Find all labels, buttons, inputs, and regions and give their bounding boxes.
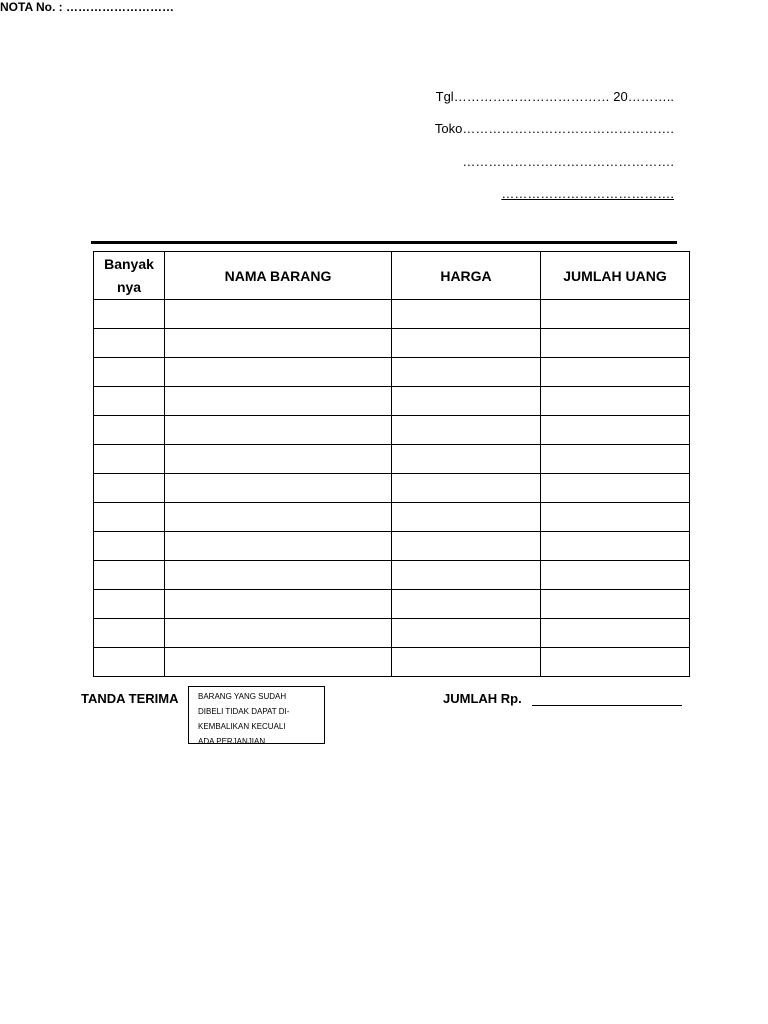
amount-cell[interactable] <box>541 648 690 677</box>
amount-cell[interactable] <box>541 474 690 503</box>
notice-line: BARANG YANG SUDAH <box>198 692 287 701</box>
price-cell[interactable] <box>392 503 541 532</box>
quantity-cell[interactable] <box>94 300 165 329</box>
item-name-cell[interactable] <box>165 648 392 677</box>
amount-cell[interactable] <box>541 532 690 561</box>
table-row <box>94 300 690 329</box>
address-line-1: …………………………………………. <box>462 154 674 169</box>
amount-cell[interactable] <box>541 561 690 590</box>
table-row <box>94 445 690 474</box>
price-cell[interactable] <box>392 329 541 358</box>
table-header-row <box>94 252 690 300</box>
date-field: Tgl……………………………… 20……….. <box>435 89 674 104</box>
store-field: Toko…………………………………………. <box>434 121 674 136</box>
table-row <box>94 590 690 619</box>
item-name-cell[interactable] <box>165 329 392 358</box>
table-row <box>94 474 690 503</box>
item-name-cell[interactable] <box>165 619 392 648</box>
amount-cell[interactable] <box>541 503 690 532</box>
price-cell[interactable] <box>392 532 541 561</box>
table-row <box>94 532 690 561</box>
quantity-cell[interactable] <box>94 416 165 445</box>
price-cell[interactable] <box>392 416 541 445</box>
amount-cell[interactable] <box>541 329 690 358</box>
price-cell[interactable] <box>392 445 541 474</box>
price-cell[interactable] <box>392 619 541 648</box>
quantity-cell[interactable] <box>94 474 165 503</box>
quantity-cell[interactable] <box>94 445 165 474</box>
quantity-cell[interactable] <box>94 532 165 561</box>
total-label: JUMLAH Rp. <box>443 691 522 706</box>
quantity-cell[interactable] <box>94 648 165 677</box>
column-header-amount: JUMLAH UANG <box>541 252 690 300</box>
table-row <box>94 387 690 416</box>
quantity-cell[interactable] <box>94 590 165 619</box>
price-cell[interactable] <box>392 387 541 416</box>
column-header-quantity: Banyak nya <box>94 252 165 300</box>
table-row <box>94 619 690 648</box>
amount-cell[interactable] <box>541 445 690 474</box>
table-row <box>94 503 690 532</box>
address-line-2: …………………………………. <box>501 186 674 201</box>
item-name-cell[interactable] <box>165 416 392 445</box>
column-header-item-name: NAMA BARANG <box>165 252 392 300</box>
price-cell[interactable] <box>392 300 541 329</box>
receipt-signature-label: TANDA TERIMA <box>81 691 179 706</box>
column-header-price: HARGA <box>392 252 541 300</box>
item-name-cell[interactable] <box>165 503 392 532</box>
item-name-cell[interactable] <box>165 561 392 590</box>
invoice-number-label: NOTA No. : ……………………… <box>0 0 174 14</box>
amount-cell[interactable] <box>541 358 690 387</box>
quantity-cell[interactable] <box>94 387 165 416</box>
table-row <box>94 358 690 387</box>
amount-cell[interactable] <box>541 300 690 329</box>
item-name-cell[interactable] <box>165 300 392 329</box>
table-row <box>94 561 690 590</box>
notice-line: ADA PERJANJIAN. <box>198 737 268 746</box>
return-policy-notice <box>188 686 325 744</box>
item-name-cell[interactable] <box>165 590 392 619</box>
total-amount-line <box>532 705 682 706</box>
price-cell[interactable] <box>392 358 541 387</box>
item-name-cell[interactable] <box>165 387 392 416</box>
notice-line: KEMBALIKAN KECUALI <box>198 722 286 731</box>
notice-line: DIBELI TIDAK DAPAT DI- <box>198 707 290 716</box>
table-row <box>94 329 690 358</box>
item-name-cell[interactable] <box>165 532 392 561</box>
price-cell[interactable] <box>392 648 541 677</box>
header-divider <box>91 241 677 244</box>
quantity-cell[interactable] <box>94 329 165 358</box>
table-row <box>94 416 690 445</box>
price-cell[interactable] <box>392 561 541 590</box>
item-name-cell[interactable] <box>165 474 392 503</box>
amount-cell[interactable] <box>541 416 690 445</box>
quantity-cell[interactable] <box>94 619 165 648</box>
item-name-cell[interactable] <box>165 445 392 474</box>
quantity-cell[interactable] <box>94 358 165 387</box>
items-table <box>93 251 690 677</box>
price-cell[interactable] <box>392 590 541 619</box>
amount-cell[interactable] <box>541 619 690 648</box>
amount-cell[interactable] <box>541 387 690 416</box>
quantity-cell[interactable] <box>94 503 165 532</box>
price-cell[interactable] <box>392 474 541 503</box>
table-row <box>94 648 690 677</box>
quantity-cell[interactable] <box>94 561 165 590</box>
amount-cell[interactable] <box>541 590 690 619</box>
item-name-cell[interactable] <box>165 358 392 387</box>
